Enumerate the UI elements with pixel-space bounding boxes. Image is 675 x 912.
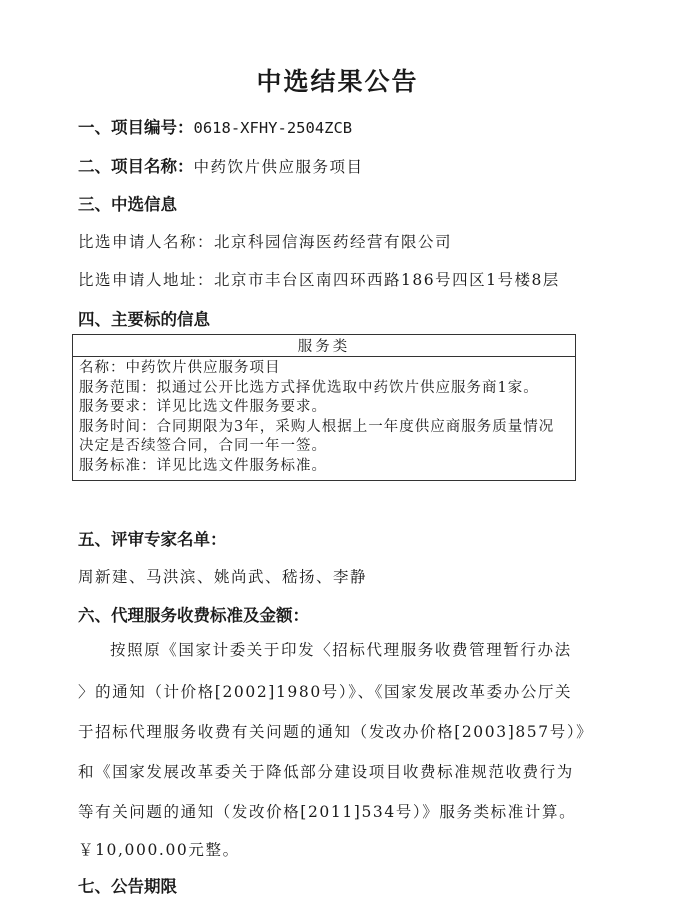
table-row: 服务范围：拟通过公开比选方式择优选取中药饮片供应服务商1家。 [79, 379, 539, 396]
subject-info-table [72, 334, 576, 481]
table-row: 服务标准：详见比选文件服务标准。 [79, 457, 327, 474]
project-number-value: 0618-XFHY-2504ZCB [193, 119, 353, 137]
section-winner-info: 三、中选信息 [78, 195, 177, 214]
applicant-address: 比选申请人地址：北京市丰台区南四环西路186号四区1号楼8层 [78, 271, 560, 289]
section-label: 一、项目编号： [78, 118, 194, 137]
page-title: 中选结果公告 [256, 67, 419, 96]
table-row: 服务要求：详见比选文件服务要求。 [79, 399, 327, 416]
applicant-name: 比选申请人名称：北京科园信海医药经营有限公司 [78, 233, 453, 251]
table-row: 名称：中药饮片供应服务项目 [79, 360, 281, 376]
section-agency-fee: 六、代理服务收费标准及金额： [78, 606, 309, 625]
section-subject-info: 四、主要标的信息 [78, 310, 210, 329]
table-body [73, 357, 576, 481]
fee-paragraph-line: 和《国家发展改革委关于降低部分建设项目收费标准规范收费行为 [78, 763, 574, 781]
fee-paragraph-line: 等有关问题的通知（发改价格[2011]534号）》服务类标准计算。 [78, 803, 577, 821]
section-experts: 五、评审专家名单： [78, 530, 227, 549]
expert-list: 周新建、马洪滨、姚尚武、嵇扬、李静 [78, 568, 368, 586]
section-label: 二、项目名称： [78, 157, 194, 176]
fee-paragraph-line: 〉的通知（计价格[2002]1980号）》、《国家发展改革委办公厅关 [78, 683, 573, 701]
project-name-value: 中药饮片供应服务项目 [193, 158, 364, 176]
table-row: 服务时间：合同期限为3年，采购人根据上一年度供应商服务质量情况决定是否续签合同，合同一年一签。 [79, 418, 555, 455]
fee-paragraph-line: 按照原《国家计委关于印发〈招标代理服务收费管理暂行办法 [110, 641, 572, 659]
section-project-name [78, 153, 364, 177]
fee-amount: ￥10,000.00元整。 [78, 841, 240, 859]
section-notice-period: 七、公告期限 [78, 877, 177, 896]
table-header: 服务类 [73, 335, 576, 357]
fee-paragraph-line: 于招标代理服务收费有关问题的通知（发改办价格[2003]857号）》 [78, 723, 594, 741]
section-project-number [78, 114, 352, 138]
